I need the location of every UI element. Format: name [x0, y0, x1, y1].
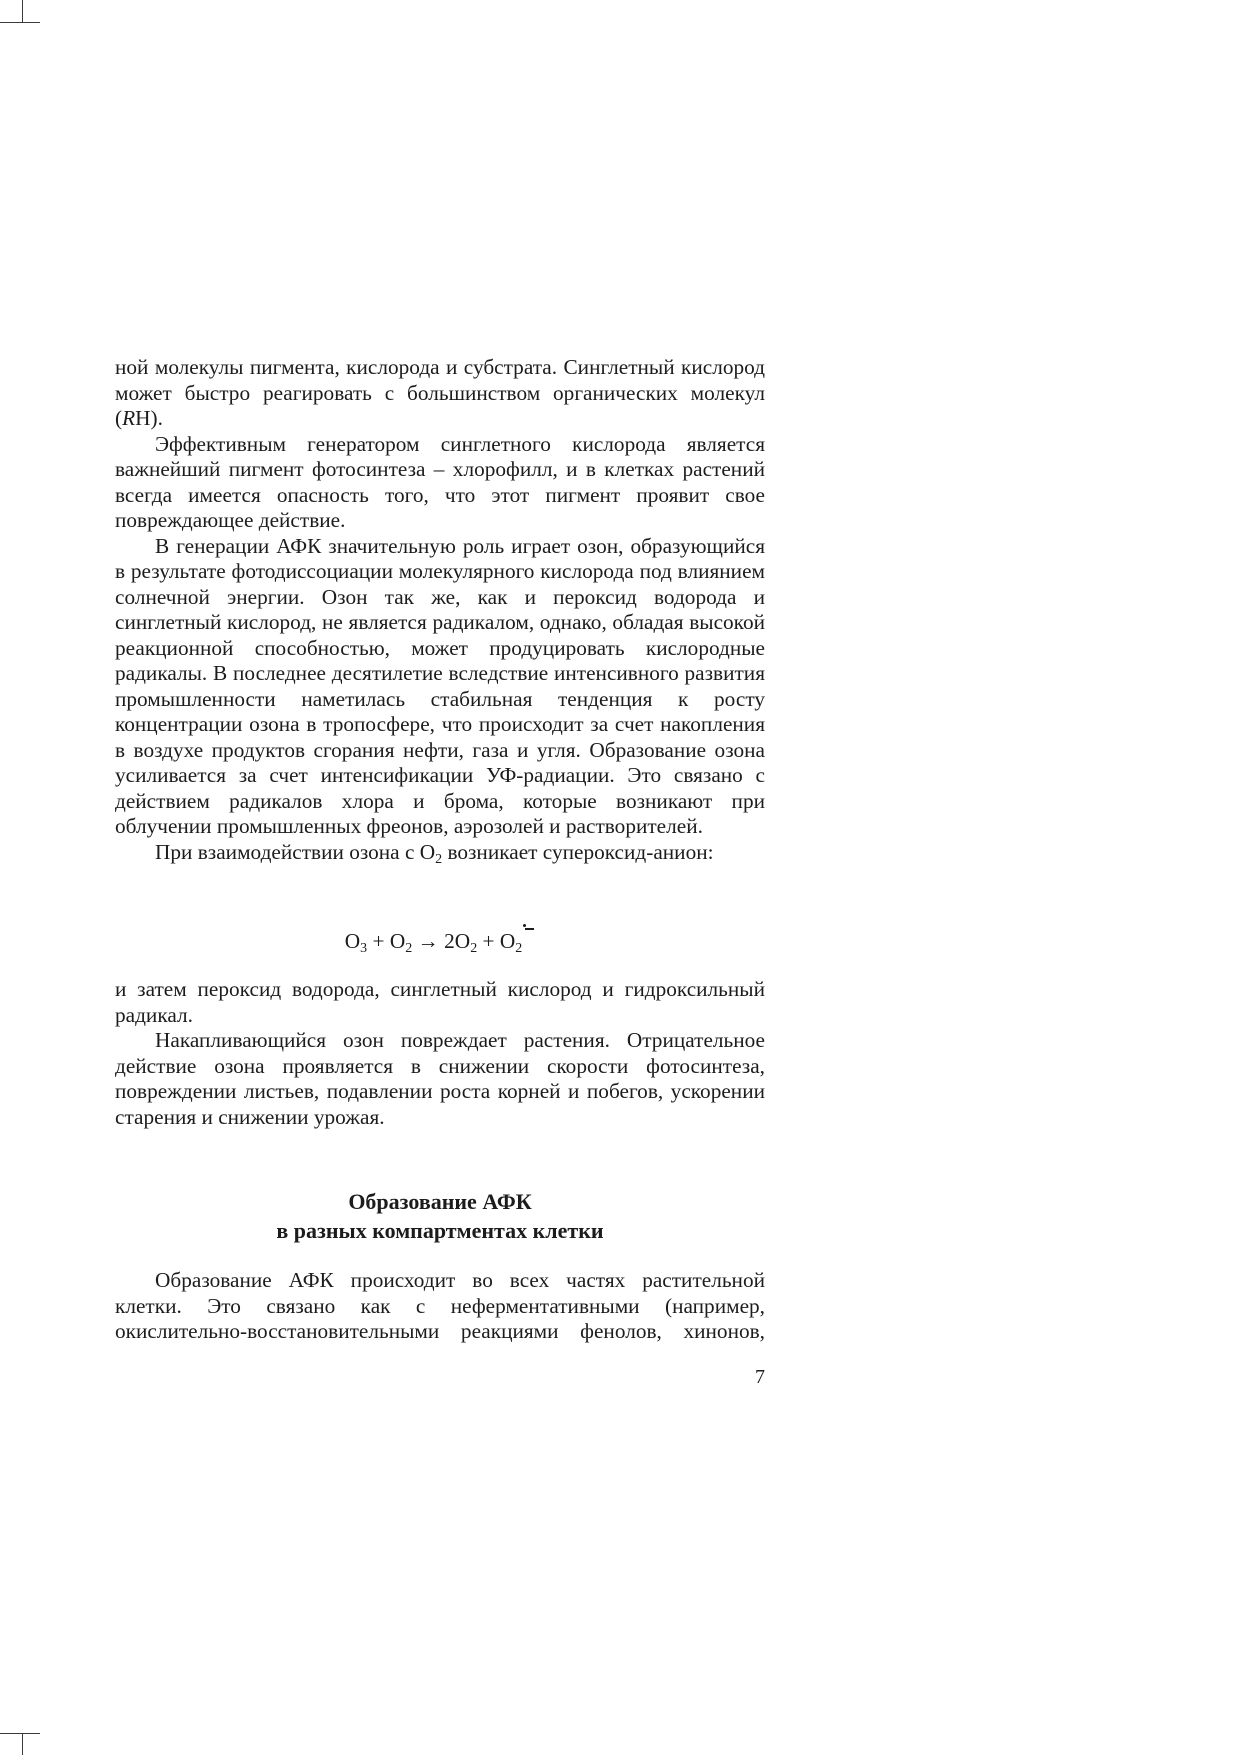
section-heading-line2: в разных компартментах клетки [276, 1218, 604, 1243]
section-heading-line1: Образование АФК [348, 1189, 532, 1214]
paragraph-ozone-interaction: При взаимодействии озона с $O_2$ возникает супероксид-анион: [155, 839, 714, 867]
reaction-formula: $O_3 + O_2 \to 2O_2 + O_2$ [115, 924, 765, 955]
paragraph-singlet-oxygen: ной молекулы пигмента, кислорода и субстрата. Синглетный кислород может быстро реагировать с большинством органических молекул (RH). [115, 355, 765, 430]
paragraph-peroxide: и затем пероксид водорода, синглетный кислород и гидроксильный радикал. [115, 977, 765, 1027]
body-text-top [115, 355, 765, 865]
crop-mark-top-left [0, 22, 40, 23]
paragraph-compartments: Образование АФК происходит во всех частях растительной клетки. Это связано как с неферментативными (например, окислительно-восстановительными реакциями фенолов, хинонов, [115, 1268, 765, 1343]
page-number: 7 [755, 1366, 765, 1388]
section-heading [115, 1187, 765, 1245]
radical-anion-icon [523, 924, 535, 934]
paragraph-ozone-damage: Накапливающийся озон повреждает растения. Отрицательное действие озона проявляется в снижении скорости фотосинтеза, повреждении листьев, подавлении роста корней и побегов, ускорении старения и снижении урожая. [115, 1028, 765, 1129]
body-text-middle [115, 977, 765, 1130]
paragraph-ozone: В генерации АФК значительную роль играет озон, образующийся в результате фотодиссоциации молекулярного кислорода под влиянием солнечной энергии. Озон так же, как и пероксид водорода и синглетный кислород, не является радикалом, однако, обладая высокой реакционной способностью, может продуцировать кислородные радикалы. В последнее десятилетие вследствие интенсивного развития промышленности наметилась стабильная тенденция к росту концентрации озона в тропосфере, что происходит за счет накопления в воздухе продуктов сгорания нефти, газа и угля. Образование озона усиливается за счет интенсификации УФ-радиации. Это связано с действием радикалов хлора и брома, которые возникают при облучении промышленных фреонов, аэрозолей и растворителей. [115, 533, 765, 838]
radical-dot-icon [523, 924, 526, 927]
crop-mark-top-left [22, 0, 23, 22]
paragraph-chlorophyll: Эффективным генератором синглетного кислорода является важнейший пигмент фотосинтеза – хлорофилл, и в клетках растений всегда имеется опасность того, что этот пигмент проявит свое повреждающее действие. [115, 431, 765, 532]
crop-mark-bottom-left [0, 1733, 40, 1734]
minus-charge-icon [525, 928, 534, 930]
body-text-bottom [115, 1268, 765, 1345]
crop-mark-bottom-left [22, 1733, 23, 1755]
